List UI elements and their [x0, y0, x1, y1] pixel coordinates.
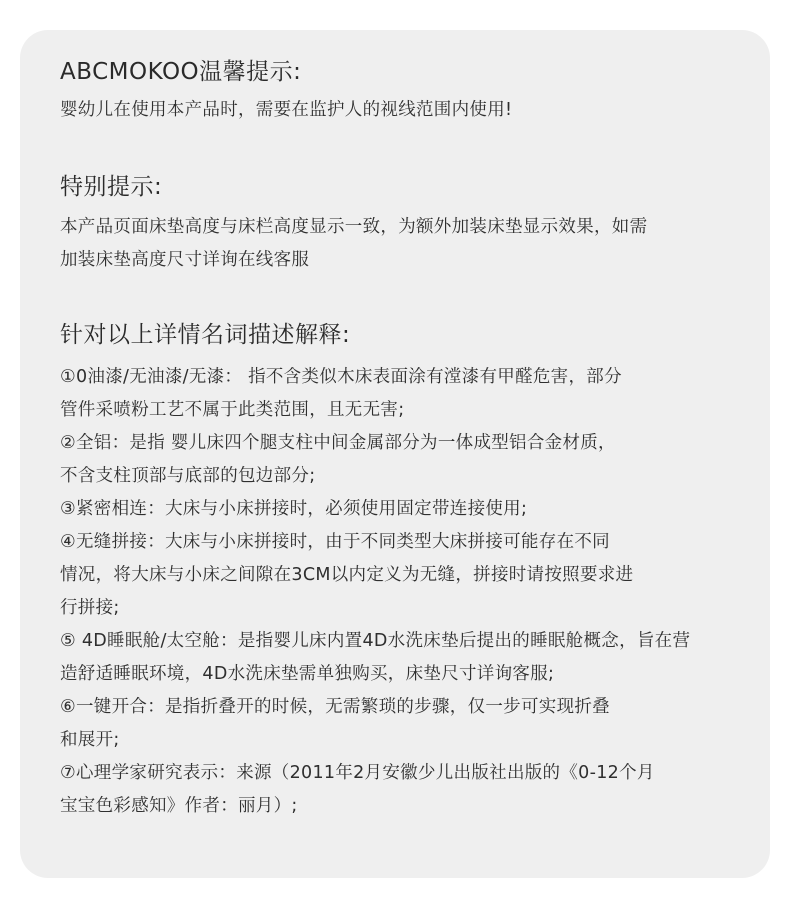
glossary-line: ⑦心理学家研究表示：来源（2011年2月安徽少儿出版社出版的《0-12个月 [60, 763, 655, 783]
special-line: 加装床垫高度尺寸详询在线客服 [60, 250, 310, 270]
glossary-item-sleep-pod [60, 625, 732, 691]
glossary-section [60, 320, 732, 823]
glossary-item-one-key-fold [60, 691, 732, 757]
notice-section [60, 57, 732, 127]
special-line: 本产品页面床垫高度与床栏高度显示一致，为额外加装床垫显示效果，如需 [60, 217, 648, 237]
special-section [60, 172, 732, 277]
glossary-line: ⑥一键开合：是指折叠开的时候，无需繁琐的步骤，仅一步可实现折叠 [60, 697, 610, 717]
glossary-title: 针对以上详情名词描述解释: [60, 322, 351, 348]
special-body [60, 211, 732, 277]
glossary-line: ③紧密相连：大床与小床拼接时，必须使用固定带连接使用; [60, 499, 528, 519]
glossary-line: 行拼接; [60, 598, 120, 618]
glossary-line: 不含支柱顶部与底部的包边部分; [60, 466, 316, 486]
glossary-list [60, 361, 732, 823]
glossary-item-seamless [60, 526, 732, 625]
notice-body-text: 婴幼儿在使用本产品时，需要在监护人的视线范围内使用! [60, 100, 513, 120]
notice-body [60, 94, 732, 127]
glossary-line: ②全铝：是指 婴儿床四个腿支柱中间金属部分为一体成型铝合金材质， [60, 433, 616, 453]
special-title: 特别提示: [60, 174, 163, 200]
notice-title: ABCMOKOO温馨提示: [60, 59, 302, 85]
glossary-item-painting [60, 361, 732, 427]
glossary-line: 情况，将大床与小床之间隙在3CM以内定义为无缝，拼接时请按照要求进 [60, 565, 634, 585]
glossary-line: ⑤ 4D睡眠舱/太空舱：是指婴儿床内置4D水洗床垫后提出的睡眠舱概念，旨在营 [60, 631, 691, 651]
glossary-item-psychology [60, 757, 732, 823]
glossary-line: 造舒适睡眠环境，4D水洗床垫需单独购买，床垫尺寸详询客服; [60, 664, 555, 684]
glossary-item-aluminum [60, 427, 732, 493]
glossary-line: 管件采喷粉工艺不属于此类范围，且无无害; [60, 400, 405, 420]
glossary-item-connected [60, 493, 732, 526]
glossary-line: ④无缝拼接：大床与小床拼接时，由于不同类型大床拼接可能存在不同 [60, 532, 610, 552]
glossary-line: 和展开; [60, 730, 120, 750]
glossary-line: ①0油漆/无油漆/无漆： 指不含类似木床表面涂有漟漆有甲醛危害，部分 [60, 367, 622, 387]
notice-card [20, 30, 770, 878]
glossary-line: 宝宝色彩感知》作者：丽月）; [60, 796, 298, 816]
